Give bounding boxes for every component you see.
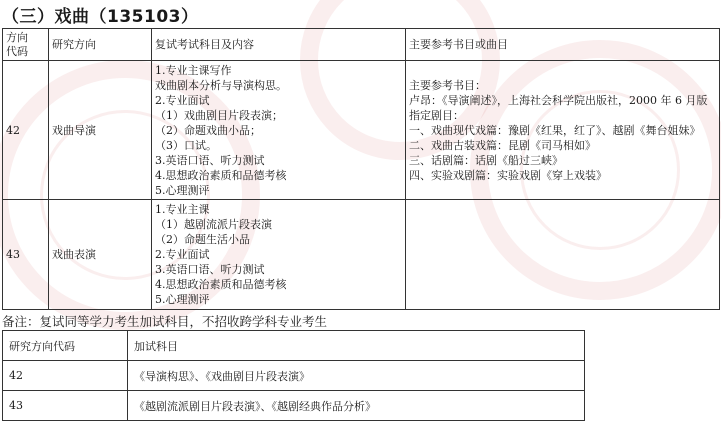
extra-cell-code: 43 — [3, 391, 128, 421]
subject-line: 4.思想政治素质和品德考核 — [155, 278, 287, 291]
reference-line: 四、实验戏剧篇：实验戏剧《穿上戏装》 — [409, 168, 607, 182]
reference-line: 二、戏曲古装戏篇：昆剧《司马相如》 — [409, 138, 596, 152]
cell-direction: 戏曲导演 — [49, 61, 152, 200]
additional-subjects-table — [2, 330, 585, 421]
subject-line: 1.专业主课 — [155, 203, 210, 216]
subject-line: 3.英语口语、听力测试 — [155, 153, 265, 167]
reference-line: 指定剧目： — [409, 108, 464, 122]
header-direction-code-line2: 代码 — [6, 44, 28, 58]
subject-line: （1）戏曲剧目片段表演； — [155, 108, 283, 122]
subject-line: （2）命题戏曲小品； — [155, 123, 261, 137]
cell-references — [406, 61, 720, 200]
reference-line: 三、话剧篇：话剧《船过三峡》 — [409, 153, 563, 167]
cell-code: 43 — [3, 200, 49, 310]
extra-cell-code: 42 — [3, 361, 128, 391]
header-exam-subjects: 复试考试科目及内容 — [152, 29, 406, 61]
header-direction-code-line1: 方向 — [6, 30, 28, 44]
table-row — [3, 200, 720, 310]
extra-table-row — [3, 361, 585, 391]
reference-line: 一、戏曲现代戏篇：豫剧《红果，红了》、越剧《舞台姐妹》 — [409, 123, 701, 137]
extra-header-row — [3, 331, 585, 361]
subject-line: 4.思想政治素质和品德考核 — [155, 168, 287, 182]
subject-line: 戏曲剧本分析与导演构思。 — [155, 78, 287, 92]
table-header-row — [3, 29, 720, 61]
extra-header-subjects: 加试科目 — [128, 331, 585, 361]
header-references: 主要参考书目或曲目 — [406, 29, 720, 61]
section-heading: （三）戏曲（135103） — [2, 7, 199, 27]
subject-line: （3）口试。 — [155, 138, 217, 152]
subject-line: （2）命题生活小品 — [155, 233, 250, 246]
cell-code: 42 — [3, 61, 49, 200]
reference-line: 卢昂：《导演阐述》，上海社会科学院出版社，2000 年 6 月版 — [409, 93, 708, 107]
subject-line: （1）越剧流派片段表演 — [155, 218, 272, 231]
subject-line: 1.专业主课写作 — [155, 63, 232, 77]
subject-line: 5.心理测评 — [155, 183, 210, 197]
cell-direction: 戏曲表演 — [49, 200, 152, 310]
subject-line: 3.英语口语、听力测试 — [155, 263, 265, 276]
exam-subjects-table — [2, 28, 720, 310]
extra-cell-subjects: 《越剧流派剧目片段表演》、《越剧经典作品分析》 — [128, 391, 585, 421]
reference-line: 主要参考书目： — [409, 78, 486, 92]
extra-cell-subjects: 《导演构思》、《戏曲剧目片段表演》 — [128, 361, 585, 391]
cell-subjects — [152, 200, 406, 310]
header-direction-code — [3, 29, 49, 61]
note-text: 备注：复试同等学力考生加试科目，不招收跨学科专业考生 — [2, 314, 328, 329]
table-row — [3, 61, 720, 200]
cell-references-empty — [406, 200, 720, 310]
subject-line: 2.专业面试 — [155, 248, 210, 261]
extra-header-code: 研究方向代码 — [3, 331, 128, 361]
cell-subjects — [152, 61, 406, 200]
subject-line: 5.心理测评 — [155, 293, 210, 306]
extra-table-row — [3, 391, 585, 421]
subject-line: 2.专业面试 — [155, 93, 210, 107]
header-research-direction: 研究方向 — [49, 29, 152, 61]
